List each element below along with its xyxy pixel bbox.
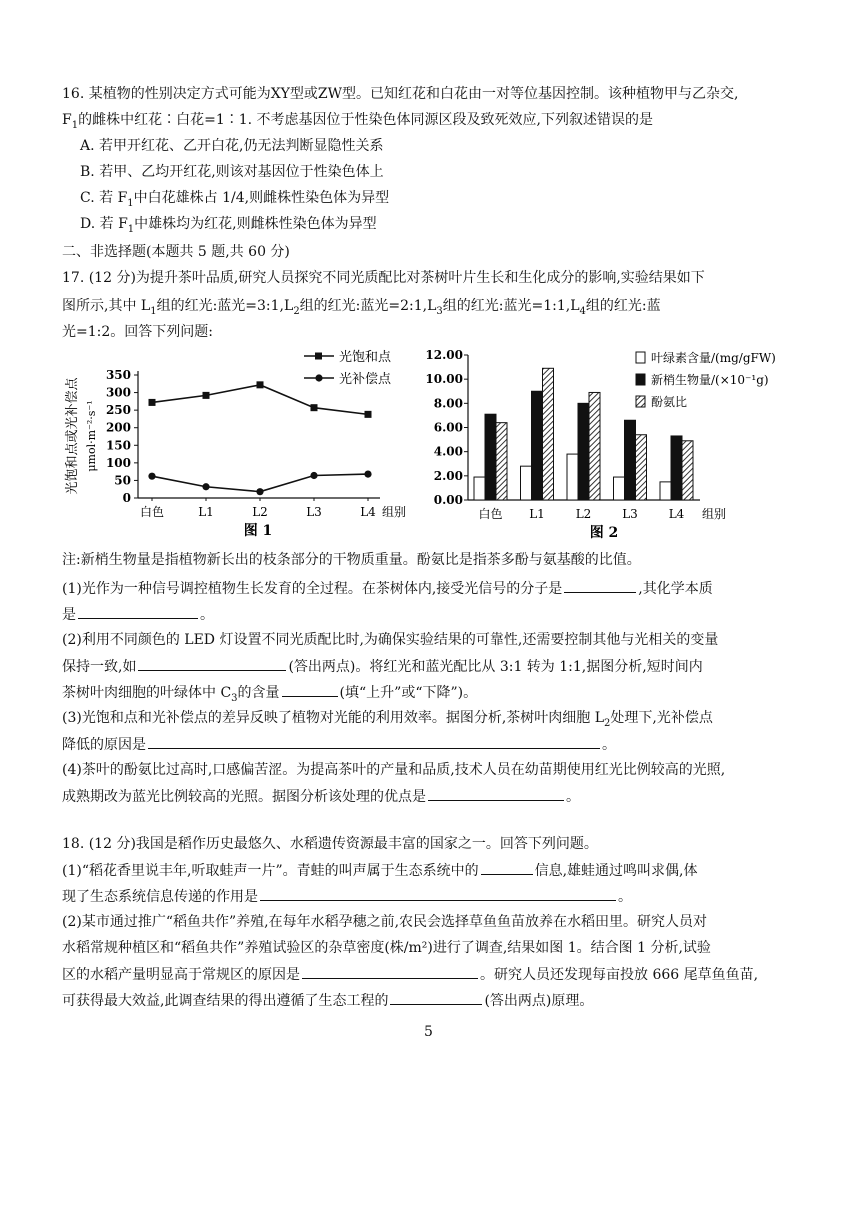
figure-title: 图 1: [243, 523, 273, 539]
q18-part2-line3: 区的水稻产量明显高于常规区的原因是 。研究人员还发现每亩投放 666 尾草鱼鱼苗,: [62, 964, 758, 985]
x-tick-label: 白色: [478, 507, 503, 521]
y-tick-label: 0: [122, 491, 131, 505]
data-point-square: [365, 411, 372, 418]
y-tick-label: 150: [105, 438, 131, 453]
bar-2: [671, 436, 682, 500]
answer-blank[interactable]: [282, 682, 338, 697]
q17-part1-line2: 是 。: [62, 604, 214, 625]
q17-intro-line2: 图所示,其中 $L_1$组的红光:蓝光$=3:1,L_2$组的红光:蓝光$=2:1,L_3$组的红光:蓝光$=1:1,L_4$组的红光:蓝: [62, 298, 661, 317]
bar-2: [485, 414, 496, 500]
y-tick-label: 6.00: [433, 420, 463, 435]
bar-1: [614, 477, 625, 500]
answer-blank[interactable]: [302, 964, 478, 979]
section-heading: 二、非选择题(本题共 5 题,共 60 分): [62, 244, 290, 260]
x-tick-label: L2: [252, 505, 268, 519]
data-point-square: [257, 381, 264, 388]
bar-1: [567, 454, 578, 500]
bar-2: [625, 420, 636, 500]
answer-blank[interactable]: [390, 990, 482, 1005]
figure-2-bar-chart: [424, 346, 806, 541]
x-tick-label: L1: [529, 507, 545, 521]
q16-option-d: D. 若 $F_1$中雄株均为红花,则雌株性染色体为异型: [80, 216, 377, 235]
legend-swatch: [636, 352, 645, 363]
page-number: 5: [424, 1024, 433, 1040]
data-point-circle: [148, 473, 155, 480]
legend-swatch: [636, 396, 645, 407]
q17-note: 注:新梢生物量是指植物新长出的枝条部分的干物质重量。酚氨比是指茶多酚与氨基酸的比值。: [62, 552, 641, 568]
y-axis-unit: μmol·m⁻²·s⁻¹: [85, 400, 98, 472]
q17-part3-line2: 降低的原因是 。: [62, 734, 616, 755]
answer-blank[interactable]: [564, 578, 636, 593]
legend-label: 新梢生物量/(×10⁻¹g): [651, 373, 769, 387]
x-tick-label: L2: [575, 507, 592, 521]
answer-blank[interactable]: [481, 860, 533, 875]
y-tick-label: 100: [105, 455, 131, 470]
answer-blank[interactable]: [428, 786, 564, 801]
figure-1-line-chart: [62, 346, 422, 541]
data-point-square: [149, 399, 156, 406]
data-point-circle: [310, 472, 317, 479]
bar-3: [496, 423, 507, 500]
legend-marker-square: [315, 353, 322, 360]
y-axis-label: 光饱和点或光补偿点: [65, 377, 80, 495]
q16-option-b: B. 若甲、乙均开红花,则该对基因位于性染色体上: [80, 164, 384, 180]
q17-part4-line1: (4)茶叶的酚氨比过高时,口感偏苦涩。为提高茶叶的产量和品质,技术人员在幼苗期使用红光比例较高的光照,: [62, 762, 726, 778]
q17-part2-line3: 茶树叶肉细胞的叶绿体中 $C_3$的含量 (填“上升”或“下降”)。: [62, 682, 477, 709]
q18-part1-line2: 现了生态系统信息传递的作用是 。: [62, 886, 632, 907]
q16-option-a: A. 若甲开红花、乙开白花,仍无法判断显隐性关系: [80, 138, 384, 154]
bar-3: [682, 441, 693, 500]
y-tick-label: 200: [105, 420, 131, 435]
bar-1: [521, 466, 532, 500]
x-tick-label: L3: [622, 507, 638, 521]
y-tick-label: 300: [105, 385, 131, 400]
x-tick-label: 白色: [139, 505, 165, 519]
q17-part1-line1: (1)光作为一种信号调控植物生长发育的全过程。在茶树体内,接受光信号的分子是 ,其化学本质: [62, 578, 713, 599]
q17-part4-line2: 成熟期改为蓝光比例较高的光照。据图分析该处理的优点是 。: [62, 786, 580, 807]
bar-1: [660, 482, 671, 500]
x-axis-label: 组别: [382, 505, 407, 519]
legend-label: 光饱和点: [339, 350, 392, 365]
y-tick-label: 0.00: [433, 493, 463, 507]
x-tick-label: L4: [668, 507, 685, 521]
q18-part2-line1: (2)某市通过推广“稻鱼共作”养殖,在每年水稻孕穗之前,农民会选择草鱼鱼苗放养在水稻田里。研究人员对: [62, 914, 708, 930]
figure-title: 图 2: [589, 525, 619, 541]
bar-2: [532, 391, 543, 500]
answer-blank[interactable]: [148, 734, 600, 749]
q17-part2-line2: 保持一致,如 (答出两点)。将红光和蓝光配比从 3:1 转为 1:1,据图分析,短时间内: [62, 656, 703, 677]
q18-part1-line1: (1)“稻花香里说丰年,听取蛙声一片”。青蛙的叫声属于生态系统中的 信息,雄蛙通过鸣叫求偶,体: [62, 860, 698, 881]
bar-3: [589, 392, 600, 500]
bar-3: [636, 435, 647, 500]
bar-3: [543, 368, 554, 500]
legend-swatch: [636, 374, 645, 385]
answer-blank[interactable]: [138, 656, 286, 671]
y-tick-label: 8.00: [433, 396, 463, 411]
bar-1: [474, 477, 485, 500]
legend-label: 光补偿点: [339, 372, 392, 387]
data-point-square: [311, 404, 318, 411]
data-point-circle: [364, 471, 371, 478]
data-point-square: [203, 392, 210, 399]
y-tick-label: 250: [105, 403, 131, 418]
y-tick-label: 2.00: [433, 468, 463, 483]
bar-2: [578, 403, 589, 500]
x-axis-label: 组别: [702, 507, 727, 521]
legend-marker-circle: [315, 374, 322, 381]
data-point-circle: [202, 483, 209, 490]
legend-label: 酚氨比: [651, 395, 688, 409]
q17-part3-line1: (3)光饱和点和光补偿点的差异反映了植物对光能的利用效率。据图分析,茶树叶肉细胞 $L_2$处理下,光补偿点: [62, 710, 713, 729]
x-tick-label: L1: [198, 505, 214, 519]
y-tick-label: 10.00: [425, 372, 463, 387]
y-tick-label: 4.00: [433, 444, 463, 459]
q18-part2-line4: 可获得最大效益,此调查结果的得出遵循了生态工程的 (答出两点)原理。: [62, 990, 593, 1011]
q18-part2-line2: 水稻常规种植区和“稻鱼共作”养殖试验区的杂草密度(株/m²)进行了调查,结果如图 1。结合图 1 分析,试验: [62, 940, 711, 956]
y-tick-label: 50: [114, 473, 131, 488]
q17-part2-line1: (2)利用不同颜色的 LED 灯设置不同光质配比时,为确保实验结果的可靠性,还需要控制其他与光相关的变量: [62, 632, 719, 648]
data-point-circle: [256, 488, 263, 495]
q17-intro-line3: 光=1:2。回答下列问题:: [62, 324, 213, 340]
x-tick-label: L4: [360, 505, 376, 519]
x-tick-label: L3: [306, 505, 322, 519]
q16-option-c: C. 若 $F_1$中白花雄株占 1/4,则雌株性染色体为异型: [80, 190, 390, 209]
y-tick-label: 350: [105, 368, 131, 382]
answer-blank[interactable]: [260, 886, 616, 901]
q18-stem: 18. (12 分)我国是稻作历史最悠久、水稻遗传资源最丰富的国家之一。回答下列问题。: [62, 836, 598, 852]
q16-stem-line2: $F_1$的雌株中红花∶白花=1∶1. 不考虑基因位于性染色体同源区段及致死效应,下列叙述错误的是: [62, 112, 653, 131]
q16-stem-line1: 16. 某植物的性别决定方式可能为XY型或ZW型。已知红花和白花由一对等位基因控制。该种植物甲与乙杂交,: [62, 86, 739, 102]
q17-intro-line1: 17. (12 分)为提升茶叶品质,研究人员探究不同光质配比对茶树叶片生长和生化成分的影响,实验结果如下: [62, 270, 705, 286]
series-line-1: [152, 385, 368, 415]
legend-label: 叶绿素含量/(mg/gFW): [651, 351, 776, 365]
answer-blank[interactable]: [78, 604, 198, 619]
y-tick-label: 12.00: [425, 348, 463, 362]
